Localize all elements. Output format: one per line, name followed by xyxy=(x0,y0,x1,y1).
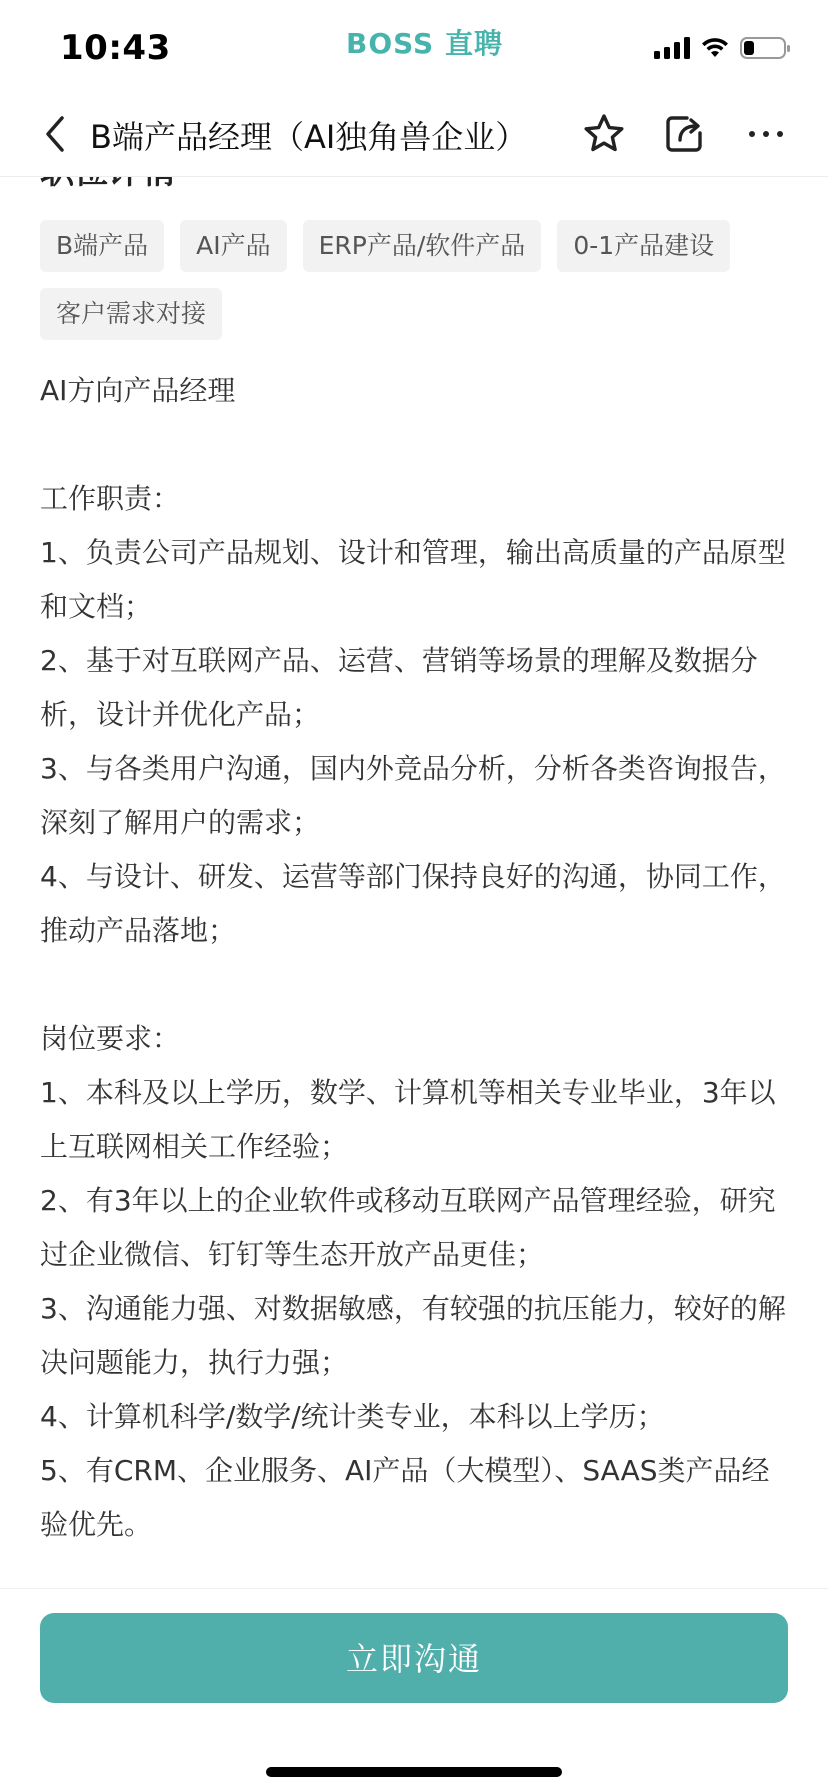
tag: ERP产品/软件产品 xyxy=(303,220,542,272)
chat-now-button[interactable]: 立即沟通 xyxy=(40,1613,788,1703)
description-line: 岗位要求： xyxy=(40,1022,181,1055)
battery-icon xyxy=(740,36,792,60)
tag: AI产品 xyxy=(180,220,286,272)
home-indicator xyxy=(266,1767,562,1777)
description-line: 3、沟通能力强、对数据敏感，有较强的抗压能力，较好的解决问题能力，执行力强； xyxy=(40,1292,786,1379)
wifi-icon xyxy=(700,37,730,59)
description-line: 3、与各类用户沟通，国内外竞品分析，分析各类咨询报告，深刻了解用户的需求； xyxy=(40,752,786,839)
tag: 0-1产品建设 xyxy=(557,220,730,272)
app-brand: BOSS 直聘 xyxy=(346,27,503,60)
status-icons xyxy=(654,36,792,60)
description-line: 4、与设计、研发、运营等部门保持良好的沟通，协同工作，推动产品落地； xyxy=(40,860,786,947)
description-line: AI方向产品经理 xyxy=(40,374,236,407)
description-line xyxy=(40,418,792,472)
share-icon[interactable] xyxy=(660,110,708,158)
description-line: 5、有CRM、企业服务、AI产品（大模型）、SAAS类产品经验优先。 xyxy=(40,1454,770,1541)
description-line: 4、计算机科学/数学/统计类专业，本科以上学历； xyxy=(40,1400,665,1433)
cellular-signal-icon xyxy=(654,37,690,59)
star-icon[interactable] xyxy=(580,110,628,158)
page-title: B端产品经理（AI独角兽企业） xyxy=(90,118,528,156)
tag: B端产品 xyxy=(40,220,164,272)
status-time: 10:43 xyxy=(60,28,171,68)
job-description xyxy=(40,364,792,1552)
description-line xyxy=(40,958,792,1012)
description-line: 工作职责： xyxy=(40,482,181,515)
navigation-bar xyxy=(0,96,828,177)
description-line: 2、基于对互联网产品、运营、营销等场景的理解及数据分析，设计并优化产品； xyxy=(40,644,758,731)
description-line: 1、本科及以上学历，数学、计算机等相关专业毕业，3年以上互联网相关工作经验； xyxy=(40,1076,776,1163)
skill-tags xyxy=(40,220,800,340)
tag: 客户需求对接 xyxy=(40,288,222,340)
more-icon[interactable] xyxy=(742,110,790,158)
status-bar xyxy=(0,0,828,96)
description-line: 2、有3年以上的企业软件或移动互联网产品管理经验，研究过企业微信、钉钉等生态开放产品更佳； xyxy=(40,1184,776,1271)
description-line: 1、负责公司产品规划、设计和管理，输出高质量的产品原型和文档； xyxy=(40,536,786,623)
bottom-action-bar xyxy=(0,1588,828,1792)
back-arrow-icon[interactable] xyxy=(36,110,76,158)
